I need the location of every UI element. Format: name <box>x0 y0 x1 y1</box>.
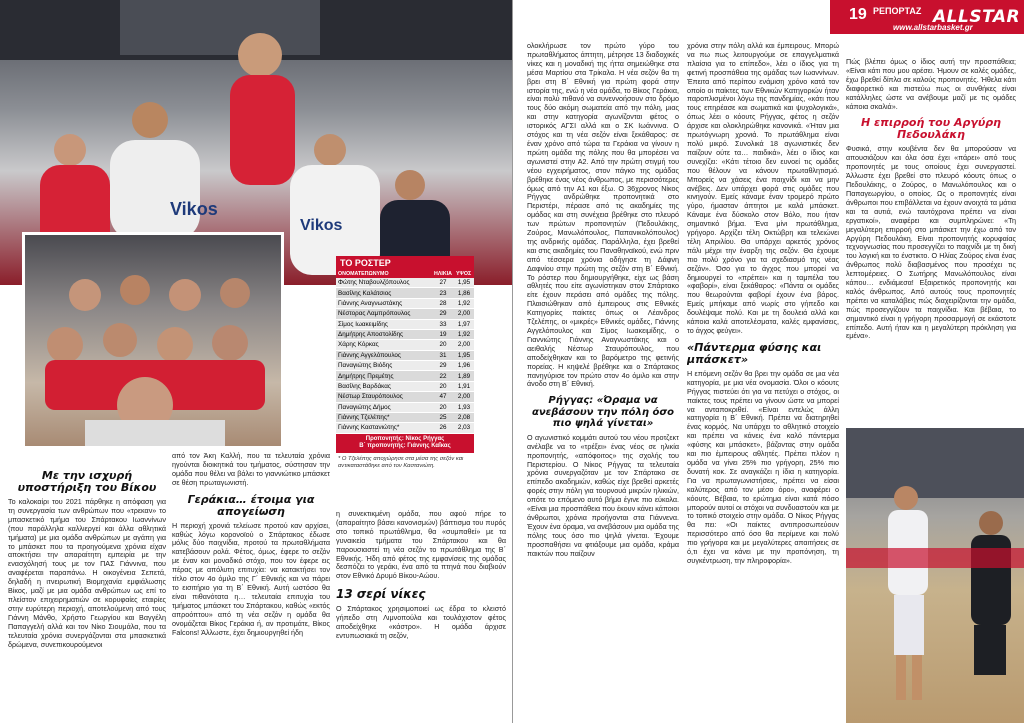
right-column-0 <box>527 42 679 722</box>
player-name: Σίμος Ιωακειμίδης <box>336 319 432 329</box>
player-age: 20 <box>432 402 454 412</box>
roster-note: * Ο Τζελέπης αποχώρησε στα μέσα της σεζόν και αντικαταστάθηκε από τον Καστανιώτη. <box>338 455 464 469</box>
left-column-3 <box>336 510 506 720</box>
team-selfie-photo <box>22 232 284 449</box>
player-age: 29 <box>432 361 454 371</box>
player-height: 1,95 <box>454 278 474 288</box>
player-name: Γιάννης Αναγνωστάκης <box>336 298 432 308</box>
coaches <box>336 434 474 453</box>
player-age: 31 <box>432 350 454 360</box>
roster-row <box>336 350 474 360</box>
heading-nature-basketball: «Πάντερμα φύσης και μπάσκετ» <box>687 340 822 366</box>
left-column-2 <box>172 452 330 720</box>
roster-body <box>336 278 474 433</box>
roster-row <box>336 381 474 391</box>
roster-table <box>336 270 474 434</box>
roster-box <box>336 256 474 473</box>
player-height: 1,93 <box>454 402 474 412</box>
roster-row <box>336 298 474 308</box>
player-height: 2,00 <box>454 392 474 402</box>
roster-row <box>336 412 474 422</box>
player-name: Παναγιώτης Βιόδης <box>336 361 432 371</box>
game-photo-art <box>846 428 1024 723</box>
player-name: Γιάννης Καστανιώτης* <box>336 423 432 433</box>
player-height: 2,08 <box>454 412 474 422</box>
roster-title: ΤΟ ΡΟΣΤΕΡ <box>336 256 474 270</box>
body-text: Ο Σπάρτακος χρησιμοποιεί ως έδρα το κλειστό γήπεδο στη Λιμνοπούλα και τουλάχιστον φέτος αποδείχθηκε «κάστρο». Η ομάδα άρχισε εντυπωσιακά τη σεζόν, <box>336 604 506 640</box>
right-column-2 <box>846 58 1016 428</box>
body-text: Φυσικά, στην κουβέντα δεν θα μπορούσαν να απουσιάζουν και όλα όσα έχει «πάρει» από τους προπονητές με τους οποίους έχει συνεργαστεί. Άλλωστε έχει βρεθεί στο πλευρό κόουτς όπως ο Πεδουλάκης, ο Ζούρος, ο Μανωλόπουλος και ο Παπαγεωργίου, ο οποίος. Ως ο προπονητές είναι άνθρωποι που επιβάλλεται να έχουν ανοιχτά τα μάτια και τα αυτιά, ενώ ταυτόχρονα πρέπει να είναι εργατικοί», αναφέρει και συμπληρώνει: «Τη μεγαλύτερη επιρροή στο μπάσκετ την έχω από τον Αργύρη Πεδουλάκη. Είναι προπονητής κορυφαίας τεχνογνωσίας που προσεγγίζει το παιχνίδι με τη δική του λογική και το ένστικτο. Ο Ηλίας Ζούρος είναι ένας άνθρωπος πολύ διαβασμένος που προσέχει τις λεπτομέρειες. Ο Σωτήρης Μανωλόπουλος είναι κάπου… ενδιάμεσα! Εξαιρετικός προπονητής και καλός άνθρωπος. Από αυτούς τους προπονητές πρέπει να καταλάβεις πώς διαχειρίζονται την ομάδα, πώς προσεγγίζουν τα παιχνίδια. Και βέβαια, το σημαντικό είναι η γρήγορη προσαρμογή σε εκάστοτε επίπεδο. Αυτή ήταν και η μεγαλύτερη πρόκληση για εμένα». <box>846 144 1016 341</box>
player-age: 29 <box>432 309 454 319</box>
svg-text:Vikos: Vikos <box>300 217 343 234</box>
player-age: 20 <box>432 381 454 391</box>
body-text: χρόνια στην πόλη αλλά και έμπειρους. Μπορώ να πω πως λειτουργούμε σε επαγγελματικά πλαίσια για το επίπεδο», λέει ο ίδιος για τη φετινή προσπάθεια της ομάδας των Ιωαννίνων. Έπειτα από περίπου ενάμιση χρόνο κατά τον οποίο οι παίκτες των Εθνικών Κατηγοριών ήταν παροπλισμένοι λόγω της πανδημίας, «κάτι που τους επηρέασε και σωματικά και ψυχολογικά», όπως λέει ο κόουτς Ρήγγας, φέτος η σεζόν άρχισε και ολοκληρώθηκε κανονικά. «Ήταν μια πρωτόγνωρη χρονιά. Το πρωτάθλημα είναι πολύ μικρό. Συνολικά 18 αγωνιστικές δεν παίζουν ούτε τα… παιδικά», λέει ο ίδιος και συνεχίζει: «Κάτι τέτοιο δεν ευνοεί τις ομάδες που θέλουν να κάνουν πρωταθλητισμό. Μπορείς να χάσεις ένα παιχνίδι και να μην ανέβεις. Δεν υπάρχει φορά στις ομάδες που κινηγούν. Εμείς κάναμε έναν τρομερό πρώτο γύρο, ήμασταν άπτητοι με καλά μπάσκετ. Κάναμε ένα δύσκολο στον Βόλο, που ήταν σημαντικό βήμα. Ένα μίνι πρωτάθλημα, γρήγορο. Αρχίζει τέλη Οκτώβρη και τελειώνει τέλη Απριλίου. Θα υπάρχει αρκετός χρόνος πάλι μέχρι την έναρξη της σεζόν. Θα έχουμε πιο πολύ χρόνο για τα σχεδιασμό της νέας σεζόν». Όσο για το άγχος που μπορεί να δημιουργεί το «πρέπει» και η ταμπέλα του «φαβορί», είναι ξεκάθαρος: «Πάντα οι ομάδες που θεωρούνται φαβορί έχουν ένα βάρος. Εμείς μπήκαμε από νωρίς στο γήπεδο και δουλέψαμε πολύ. Και με τη δουλειά αλλά και κάποια καλά αποτελέσματα, καλές εμφανίσεις, το άγχος φεύγει». <box>687 42 839 335</box>
right-column-1 <box>687 42 839 722</box>
body-text: Ο αγωνιστικό κομμάτι αυτού του νέου προτζεκτ ανέλαβε να το «τρέξει» ένας νέος σε ηλικία προπονητής, «απόφοιτος» της σχολής του Περιστερίου. Ο Νίκος Ρήγγας τα τελευταία χρόνια συνεργαζόταν με τον Σπάρτακο σε επίπεδο ακαδημιών, καθώς είχε βρεθεί αρκετές φορές στην πόλη για τουρνουά μικρών ηλικιών, οπότε το επόμενο αυτό βήμα έγινε πιο εύκολα. «Είναι μια προσπάθεια που έκουν κάνει κάποιοι άνθρωποι, χρόνια προήγονται στα Γιάννενα. Έχουν ένα όραμα, να ανεβάσουν μια ομάδα της πόλης τους όσο πιο ψηλά γίνεται. Έχουμε προσπαθήσει να φτιάξουμε μια ομάδα, κράμα παικτών που παίζουν <box>527 432 679 558</box>
heading-riggas-vision: Ρήγγας: «Όραμα να ανεβάσουν την πόλη όσο πιο ψηλά γίνεται» <box>531 395 674 430</box>
player-age: 28 <box>432 298 454 308</box>
roster-row <box>336 309 474 319</box>
selfie-photo-art <box>25 235 281 446</box>
player-age: 26 <box>432 423 454 433</box>
body-text: η συνεκτικμένη ομάδα, που αφού πήρε το (απαραίτητο βάσει κανονισμών) βάπτισμα του πυρός στο τοπικό πρωτάθλημα, θα «συμπαθεί» με τα γυναικεία τμήματα του Σπάρτακου και θα παρουσιαστεί τη νέα σεζόν το πρωτάθλημα της Β΄ Εθνικής. Ήδη από φέτος της εμφανίσεις της ομάδας δεσπόζει το γεράκι, ένα από τα πτηνά που διαβιούν στον Εθνικό Δρυμό Βίκου-Αώου. <box>336 510 506 581</box>
player-name: Νέστορας Λαμπρόπουλος <box>336 309 432 319</box>
player-age: 25 <box>432 412 454 422</box>
body-text: Πώς βλέπει όμως ο ίδιος αυτή την προσπάθεια; «Είναι κάτι που μου αρέσει. Ήμουν σε καλές ομάδες, έχω βρεθεί δίπλα σε καλούς προπονητές. Ήθελα κάτι διαφορετικό και πιστεύω πως οι συνθήκες είναι κατάλληλες ώστε να ανέβουμε μαζί με τις ομάδες κάποια σκαλιά». <box>846 58 1016 111</box>
body-text: Η επόμενη σεζόν θα βρει την ομάδα σε μια νέα κατηγορία, με μια νέα ονομασία. Όλοι ο κόουτς Ρήγγας πιστεύει ότι για να πετύχει ο στόχος, οι παίκτες τους πρέπει να γίνουν ώστε να μπορεί να ανταποκριθεί. «Είναι εντελώς άλλη κατηγορία η Β΄ Εθνική. Πρέπει να διατηρηθεί ένας κορμός. Να υπάρχει το αθλητικό στοιχείο και πρέπει να κάνεις ένα καλό πάντερμα «φύσης και μπάσκετ», βάζοντας στην ομάδα και πιο έμπειρους αθλητές. Πρέπει πλέον η ομάδα να γίνει 25% πιο γρήγορη, 25% πιο δυνατή κοκ. Σε αναγκάζει η ίδια η κατηγορία. Για να πρωταγωνιστήσεις, πρέπει να είσαι καλύτερος από τον μέσο όρο», αναφέρει ο κόουτς. Βέβαια, το ερώτημα είναι κατά πόσο μπορούν αυτοί οι στόχοι να συνδυαστούν και με το τοπικό στοιχείο στην ομάδα. Ο Νίκος Ρήγγας θα πει: «Οι παίκτες αντιπροσωπεύουν περισσότερο από όσο θα περίμενε και πολύ πιο γρήγορα και με μεγαλύτερες απαιτήσεις σε ό,τι έχει να κάνει με την προπόνηση, τη συγκέντρωση, την πληροφορία». <box>687 368 839 565</box>
allstar-logo: ALLSTAR <box>933 7 1021 27</box>
player-height: 2,00 <box>454 309 474 319</box>
roster-row <box>336 371 474 381</box>
site-url: www.allstarbasket.gr <box>893 23 973 32</box>
player-name: Βασίλης Βαρδάκας <box>336 381 432 391</box>
page-number: 19 <box>849 6 867 23</box>
player-name: Παναγιώτης Δήμος <box>336 402 432 412</box>
head-coach: Προπονητής: Νίκος Ρήγγας <box>365 435 445 442</box>
game-action-photo <box>846 428 1024 723</box>
roster-row <box>336 423 474 433</box>
player-name: Νέστωρ Σταυρόπουλος <box>336 392 432 402</box>
player-height: 1,96 <box>454 361 474 371</box>
heading-gerakia: Γεράκια… έτοιμα για απογείωση <box>187 492 315 518</box>
body-text: Η περιοχή χρονιά τελείωσε προτού καν αρχίσει, καθώς λόγω κορονοϊού ο Σπάρτακος έδωσε μόλις δύο παιχνίδια, προτού τα πρωταθλήματα κατεβάσουν ρολά. Φέτος, όμως, έφερε το σεζόν με έναν και μοναδικό στόχο, που τον έφερε εις πέρας με απόλυτη επιτυχία: να κατακτήσει τον τίτλο στον 4ο όμιλο της Γ΄ Εθνικής και να πάρει το εισιτήριο για τη Β΄ Εθνική. Αυτή ωστόσο θα είναι πιθανότατα η… τελευταία επιτυχία του τμήματος μπάσκετ του Σπάρτακου, καθώς «εκτός απροόπτου» από τη νέα σεζόν η ομάδα θα ονομάζεται Βίκος Γεράκια ή, αν προτιμάτε, Βίκος Falcons! Άλλωστε, έχει δημιουργηθεί ήδη <box>172 520 330 637</box>
body-text: από τον Άκη Καλλή, που τα τελευταία χρόνια ηγούνται διοικητικά του τμήματος, σύστησαν την ομάδα που θέλει να βάλει το γιαννιώτικο μπάσκετ σε θέση πρωταγωνιστή. <box>172 452 330 487</box>
player-age: 27 <box>432 278 454 288</box>
player-height: 1,91 <box>454 381 474 391</box>
player-name: Φώτης Νταβουλζόπουλος <box>336 278 432 288</box>
svg-text:Vikos: Vikos <box>170 199 218 219</box>
heading-vikos-support: Με την ισχυρή υποστήριξη του Βίκου <box>17 470 157 494</box>
player-height: 1,86 <box>454 288 474 298</box>
roster-row <box>336 278 474 288</box>
left-column-1 <box>8 470 166 720</box>
section-label: ΡΕΠΟΡΤΑΖ <box>873 6 922 16</box>
player-height: 2,03 <box>454 423 474 433</box>
roster-header-row <box>336 270 474 278</box>
roster-row <box>336 392 474 402</box>
player-age: 19 <box>432 329 454 339</box>
roster-row <box>336 402 474 412</box>
player-age: 20 <box>432 340 454 350</box>
roster-row <box>336 340 474 350</box>
column-header: ΗΛΙΚΙΑ <box>434 271 452 277</box>
heading-pedoulakis: Η επιρροή του Αργύρη Πεδουλάκη <box>861 116 1001 142</box>
roster-row <box>336 288 474 298</box>
player-height: 1,97 <box>454 319 474 329</box>
heading-13-wins: 13 σερί νίκες <box>336 587 426 602</box>
assistant-coach: Β΄ προπονητής: Γιάννης Καΐκας <box>359 443 451 450</box>
roster-row <box>336 361 474 371</box>
player-height: 1,89 <box>454 371 474 381</box>
player-name: Γιάννης Αγγελόπουλος <box>336 350 432 360</box>
player-name: Γιάννης Τζελέπης* <box>336 412 432 422</box>
column-header: ΥΨΟΣ <box>454 270 474 278</box>
player-name: Βασίλης Καλάτσιος <box>336 288 432 298</box>
right-header <box>513 0 1024 34</box>
player-name: Δημήτρης Αποστολίδης <box>336 329 432 339</box>
player-height: 1,95 <box>454 350 474 360</box>
player-height: 1,92 <box>454 329 474 339</box>
roster-row <box>336 319 474 329</box>
column-header: ΟΝΟΜΑΤΕΠΩΝΥΜΟ <box>336 270 432 278</box>
roster-row <box>336 329 474 339</box>
player-name: Δημήτρης Πρεμέτης <box>336 371 432 381</box>
player-name: Χάρης Κόρκας <box>336 340 432 350</box>
body-text: Το καλοκαίρι του 2021 πάρθηκε η απόφαση για τη συνεργασία των ανθρώπων που «τρεκαν» το μπασκετικό τμήμα του Σπάρτακου Ιωαννίνων (που παράλληλα καλλιεργεί και άλλα αθλητικά τμήματα) με μια ομάδα ανθρώπων με αγάπη για το μπάσκετ που τα προηγούμενα χρόνια είχαν αποκτήσει την απαραίτητη εμπειρία με την ενασχόλησή τους με τον ΠΑΣ Γιάννινα, που αναφέρεται παραπάνω. Η οικογένεια Σεπετά, δηλαδή η ιτνειρωτική Βιομηχανία εμφιάλωσης Βίκος, μαζί με μια ομάδα ανθρώπων ως επί το πλείστον επιχειρηματιών σε κορυφαίες εταιρίες στην ευρύτερη περιοχή, αποτελούμενη από τους Γιάννη Μάνθο, Χρήστο Γεωργίου και Βαγγέλη Παπαγγελή αλλά και τον Νίκο Σιουμάλα, που τα τελευταία χρόνια συνεργάζονται στα μπασκετικά δρώμενα, συνεπικουρούμενοι <box>8 497 166 649</box>
player-age: 23 <box>432 288 454 298</box>
player-age: 47 <box>432 392 454 402</box>
player-height: 2,00 <box>454 340 474 350</box>
player-age: 33 <box>432 319 454 329</box>
player-age: 22 <box>432 371 454 381</box>
body-text: ολοκλήρωσε τον πρώτο γύρο του πρωταθλήματος άπτητη, μέτρησε 13 διαδοχικές νίκες και η μοναδική της ήττα σημειώθηκε στα μέσα Μαρτίου στα Τρίκαλα. Η νέα σεζόν θα τη βρει στη Β΄ Εθνική για πρώτη φορά στην ιστορία της, ενώ η νέα ομάδα, το Βίκος Γεράκια, είναι πολύ πιθανό να συνεννοήσουν στο δρόμο τους δύο ακόμη σωματεία από την πόλη, μιας και στην κατηγορία αγωνίζονται φέτος ο ιστορικός ΑΓΣΙ αλλά και ο ΣΚ Ιωάννινα. Ο στόχος και τη νέα σεζόν είναι ξεκάθαρος: σε έναν χρόνο από τώρα τα Γεράκια να γίνουν η πρώτη ομάδα της πόλης που θα μπορέσει να αγωνιστεί στην Α2. Από την πρώτη στιγμή του νέου εγχειρήματος, στον πάγκο της ομάδας βρέθηκε ένας νέος άνθρωπος, με περισσότερες όμως από την Α1 και έξω. Ο 36χρονος Νίκος Ρήγγας ανδρώθηκε προπονητικά στο Περιστέρι, πέρασε από τις ακαδημίες της ομάδας και στη συνέχεια βρέθηκε στο πλευρό των πρώτων προπονητών (Πεδουλάκης, Ζούρος, Μανωλόπουλος, Παπανικολόπουλος) της ανδρικής ομάδας. Παράλληλα, έχει βρεθεί και στις ακαδημίες του Παναθηναϊκού, ενώ πριν από τέσσερα χρόνια οδήγησε τη Δάφνη Δαφνίου στην πρώτη της σεζόν στη Β΄ Εθνική. Το ρόστερ που δημιουργήθηκε, είχε ως βάση αθλητές που είτε αγωνίστηκαν στον Σπάρτακο είτε έχουν περάσει από ομάδες της πόλης. Πλαισιώθηκαν από έμπειρους στις Εθνικές Κατηγορίες παίκτες όπως οι Λέανδρος Τζελέπης, οι «μικρές» Εθνικές ομάδες, Γιάννης Αγγελόπουλος και Σίμος Ιωακειμίδης, ο Γιαννιώτης Γιάννης Αναγνωστάκης και ο αειθαλής Νέστωρ Σταυρόπουλος, που αποδείχθηκαν και το βαρόμετρο της φετινής πορείας. Η κηψελέ βρέθηκε και ο Σπάρτακος πανηγύρισε τον πρώτο στον 4ο όμιλο και στην άνοδο στη Β΄ Εθνική. <box>527 42 679 389</box>
player-height: 1,92 <box>454 298 474 308</box>
